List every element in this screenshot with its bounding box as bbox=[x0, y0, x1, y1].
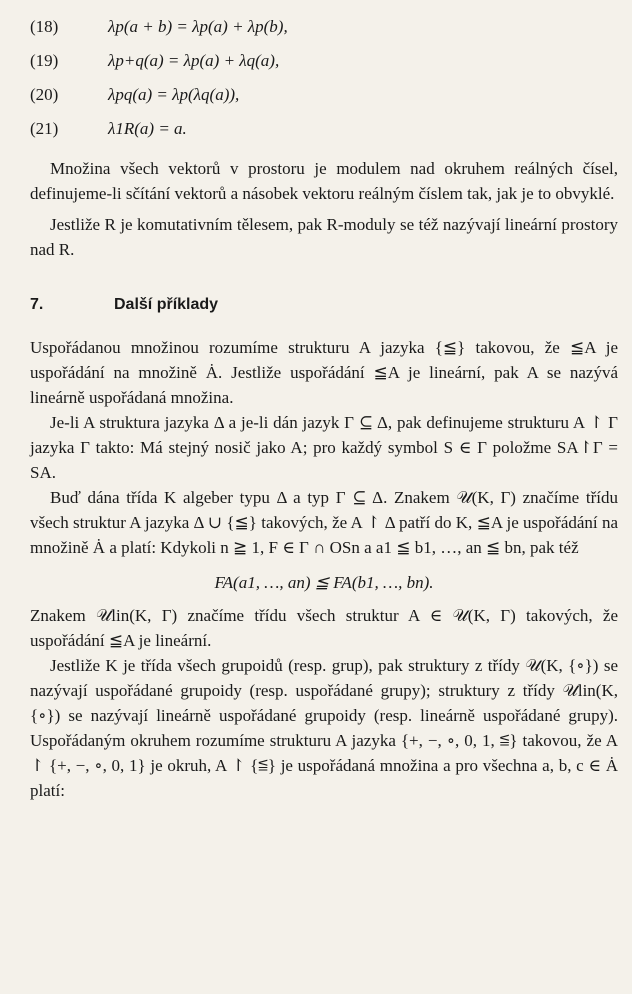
equation-number: (19) bbox=[30, 51, 59, 70]
equation-number: (21) bbox=[30, 119, 59, 138]
equation-list bbox=[30, 14, 618, 150]
equation-18 bbox=[30, 14, 618, 48]
equation-number: (20) bbox=[30, 85, 59, 104]
section-heading bbox=[30, 292, 618, 317]
paragraph-groupoids: Jestliže K je třída všech grupoidů (resp. grup), pak struktury z třídy 𝒰(K, {∘}) se nazývají uspořádané grupoidy (resp. uspořádané grupy); struktury z třídy 𝒰lin(K, {∘}) se nazývají lineárně uspořádané grupoidy (resp. lineárně uspořádané grupy). Uspořádaným okruhem rozumíme strukturu A jazyka {+, −, ∘, 0, 1, ≦} takovou, že A ↾ {+, −, ∘, 0, 1} je okruh, A ↾ {≦} je uspořádaná množina a pro všechna a, b, c ∈ Ȧ platí: bbox=[30, 656, 618, 800]
section-title: Další příklady bbox=[114, 296, 219, 313]
equation-formula: λp+q(a) = λp(a) + λq(a), bbox=[108, 51, 280, 70]
equation-formula: λp(a + b) = λp(a) + λp(b), bbox=[108, 17, 288, 36]
centered-formula: FA(a1, …, an) ≦ FA(b1, …, bn). bbox=[214, 573, 434, 592]
equation-19 bbox=[30, 48, 618, 82]
equation-20 bbox=[30, 82, 618, 116]
section-number: 7. bbox=[30, 296, 44, 313]
paragraph-linear: Znakem 𝒰lin(K, Γ) značíme třídu všech struktur A ∈ 𝒰(K, Γ) takových, že uspořádání ≦A je lineární. bbox=[30, 606, 618, 650]
paragraph-class: Buď dána třída K algeber typu Δ a typ Γ ⊆ Δ. Znakem 𝒰(K, Γ) značíme třídu všech struktur A jazyka Δ ∪ {≦} takových, že A ↾ Δ patří do K, ≦A je uspořádání na množině Ȧ a platí: Kdykoli n ≧ 1, F ∈ Γ ∩ OSn a a1 ≦ b1, …, an ≦ bn, pak též bbox=[30, 488, 618, 557]
paragraph-field: Jestliže R je komutativním tělesem, pak R-moduly se též nazývají lineární prostory nad R. bbox=[30, 215, 618, 259]
equation-21 bbox=[30, 116, 618, 150]
paragraph-reduct: Je-li A struktura jazyka Δ a je-li dán jazyk Γ ⊆ Δ, pak definujeme strukturu A ↾ Γ jazyka Γ takto: Má stejný nosič jako A; pro každý symbol S ∈ Γ položme SA↾Γ = SA. bbox=[30, 413, 618, 482]
equation-formula: λ1R(a) = a. bbox=[108, 119, 187, 138]
paragraph-vectors: Množina všech vektorů v prostoru je modulem nad okruhem reálných čísel, definujeme-li sčítání vektorů a násobek vektoru reálným číslem tak, jak je to obvyklé. bbox=[30, 159, 618, 203]
equation-number: (18) bbox=[30, 17, 59, 36]
paragraph-ordered-set: Uspořádanou množinou rozumíme strukturu A jazyka {≦} takovou, že ≦A je uspořádání na množině Ȧ. Jestliže uspořádání ≦A je lineární, pak A se nazývá lineárně uspořádaná množina. bbox=[30, 338, 618, 407]
equation-formula: λpq(a) = λp(λq(a)), bbox=[108, 85, 240, 104]
